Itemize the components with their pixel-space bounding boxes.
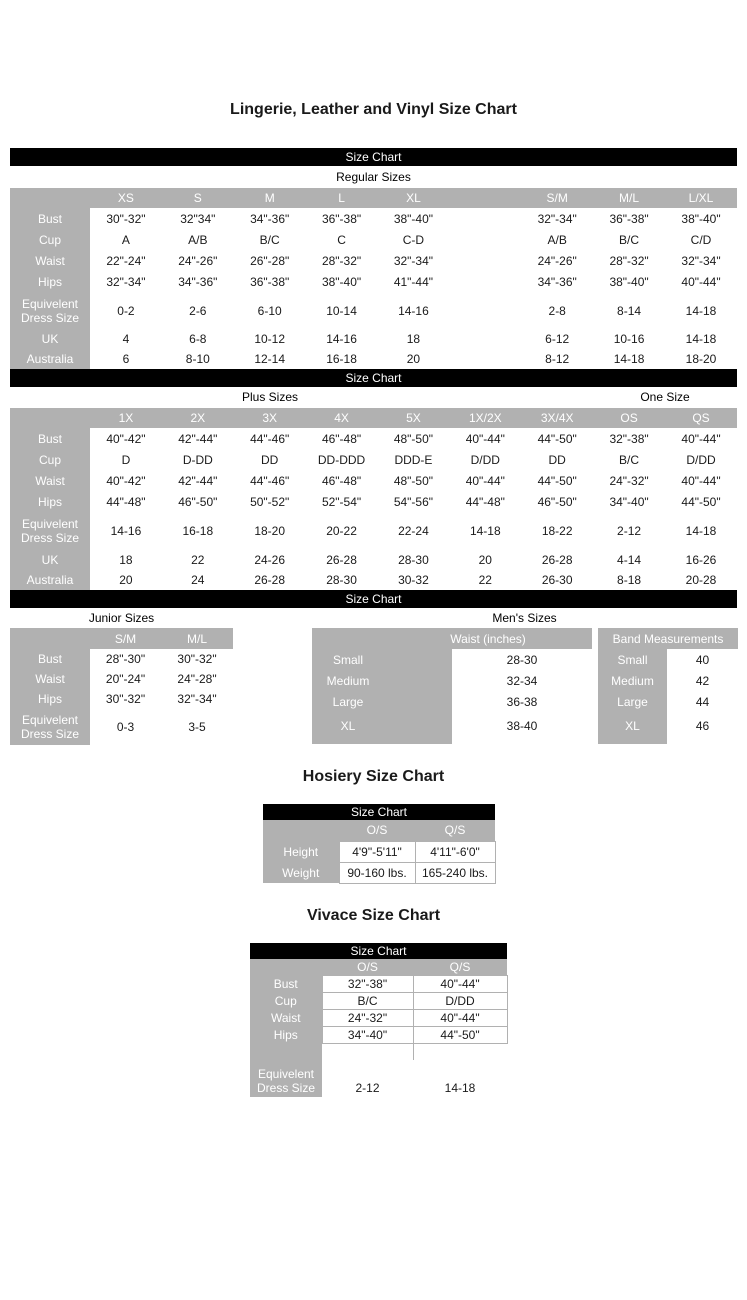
row-label: Hips: [10, 689, 90, 709]
size-value: C-D: [378, 229, 450, 250]
size-value: D/DD: [665, 449, 737, 470]
size-value: 24"-32": [322, 1010, 413, 1027]
size-value: 20-22: [306, 512, 378, 549]
size-value: 22"-24": [90, 250, 162, 271]
row-label: Equivelent Dress Size: [10, 512, 90, 549]
filler-row: [312, 739, 738, 744]
spacer-row: [250, 1044, 507, 1060]
column-header: O/S: [322, 959, 413, 976]
empty-cell: [449, 208, 521, 229]
table-row: [10, 709, 233, 745]
size-value: 6-10: [234, 292, 306, 329]
table-row: [10, 689, 233, 709]
spacer-cell: [322, 1044, 413, 1060]
band-value: 46: [667, 712, 738, 739]
empty-cell: [449, 250, 521, 271]
size-value: 18-22: [521, 512, 593, 549]
filler-cell: [598, 739, 667, 744]
size-value: D/DD: [413, 993, 507, 1010]
regular-sizes-table: [10, 188, 737, 369]
size-value: 40"-42": [90, 470, 162, 491]
row-label: Equivelent Dress Size: [10, 709, 90, 745]
corner-cell: [250, 959, 322, 976]
size-value: 24"-28": [161, 669, 233, 689]
size-value: 44"-48": [90, 491, 162, 512]
size-value: A/B: [521, 229, 593, 250]
row-label: Waist: [10, 669, 90, 689]
filler-cell: [384, 670, 452, 691]
size-value: 44"-50": [413, 1027, 507, 1044]
size-chart-bar: Size Chart: [10, 369, 737, 387]
size-value: 16-18: [306, 349, 378, 369]
size-value: D/DD: [449, 449, 521, 470]
band-row-label: Medium: [598, 670, 667, 691]
table-row: [312, 691, 738, 712]
table-row: [312, 670, 738, 691]
filler-cell: [452, 739, 592, 744]
plus-one-size-section-row: [10, 387, 737, 408]
row-label: Hips: [10, 271, 90, 292]
size-value: 14-18: [593, 349, 665, 369]
band-value: 44: [667, 691, 738, 712]
waist-value: 36-38: [452, 691, 592, 712]
size-value: 26-30: [521, 570, 593, 590]
column-header: 1X: [90, 408, 162, 428]
table-row: [250, 1010, 507, 1027]
size-value: D: [90, 449, 162, 470]
empty-cell: [449, 349, 521, 369]
size-value: 14-18: [665, 512, 737, 549]
column-header: XL: [378, 188, 450, 208]
mens-sizes-table: [312, 628, 738, 744]
size-value: DD: [234, 449, 306, 470]
size-value: 6-12: [521, 329, 593, 349]
row-label: Cup: [10, 449, 90, 470]
size-value: 48"-50": [378, 470, 450, 491]
size-value: 44"-50": [665, 491, 737, 512]
table-row: [312, 649, 738, 670]
table-row: [10, 669, 233, 689]
size-value: 8-10: [162, 349, 234, 369]
size-value: B/C: [593, 449, 665, 470]
row-label: Bust: [10, 428, 90, 449]
size-value: 24-26: [234, 549, 306, 570]
size-value: 40"-44": [449, 428, 521, 449]
size-value: 52"-54": [306, 491, 378, 512]
table-row: [263, 862, 495, 883]
size-value: 18: [90, 549, 162, 570]
column-header: 2X: [162, 408, 234, 428]
filler-cell: [384, 649, 452, 670]
size-value: 3-5: [161, 709, 233, 745]
size-chart-bar: Size Chart: [10, 590, 737, 608]
table-row: [263, 841, 495, 862]
size-value: 54"-56": [378, 491, 450, 512]
header-row: [10, 188, 737, 208]
size-value: 6-8: [162, 329, 234, 349]
size-value: 40"-44": [665, 428, 737, 449]
size-value: 30-32: [378, 570, 450, 590]
table-row: [10, 570, 737, 590]
size-value: 34"-36": [234, 208, 306, 229]
lingerie-size-chart: [10, 148, 737, 745]
empty-cell: [449, 271, 521, 292]
corner-cell: [312, 628, 384, 649]
filler-cell: [384, 691, 452, 712]
vivace-size-chart: [250, 943, 507, 1097]
band-row-label: XL: [598, 712, 667, 739]
vivace-table: [250, 959, 508, 1097]
size-value: 8-18: [593, 570, 665, 590]
size-value: 20"-24": [90, 669, 161, 689]
junior-mens-tables: [10, 628, 737, 745]
size-value: 18-20: [665, 349, 737, 369]
column-header: M: [234, 188, 306, 208]
size-chart-bar: Size Chart: [10, 148, 737, 166]
column-header: Q/S: [413, 959, 507, 976]
empty-cell: [449, 229, 521, 250]
table-row: [10, 292, 737, 329]
size-value: 36"-38": [234, 271, 306, 292]
size-value: B/C: [234, 229, 306, 250]
size-value: 6: [90, 349, 162, 369]
size-value: 4-14: [593, 549, 665, 570]
junior-sizes-section-label: Junior Sizes: [88, 611, 155, 625]
waist-value: 32-34: [452, 670, 592, 691]
row-label: Weight: [263, 862, 339, 883]
size-value: DD-DDD: [306, 449, 378, 470]
table-row: [10, 470, 737, 491]
table-row: [312, 712, 738, 739]
size-value: 34"-40": [593, 491, 665, 512]
size-value: 32"-34": [378, 250, 450, 271]
empty-cell: [449, 292, 521, 329]
row-label: Waist: [10, 250, 90, 271]
size-value: 32"-34": [665, 250, 737, 271]
size-value: 28"-30": [90, 649, 161, 669]
size-value: 40"-44": [449, 470, 521, 491]
plus-sizes-section-label: Plus Sizes: [241, 390, 299, 404]
column-header: 4X: [306, 408, 378, 428]
size-value: 14-18: [665, 292, 737, 329]
table-row: [10, 271, 737, 292]
size-value: 30"-32": [90, 208, 162, 229]
size-value: 44"-46": [234, 470, 306, 491]
column-header: S/M: [521, 188, 593, 208]
row-label: Large: [312, 691, 384, 712]
band-row-label: Small: [598, 649, 667, 670]
column-header: Q/S: [415, 820, 495, 841]
regular-sizes-section-label: Regular Sizes: [336, 170, 411, 184]
size-value: 26-28: [521, 549, 593, 570]
filler-cell: [384, 739, 452, 744]
hosiery-size-chart: [263, 804, 495, 884]
size-value: 28-30: [306, 570, 378, 590]
size-value: 44"-46": [234, 428, 306, 449]
size-value: 18: [378, 329, 450, 349]
size-value: 40"-44": [413, 976, 507, 993]
size-value: 38"-40": [665, 208, 737, 229]
size-value: 42"-44": [162, 470, 234, 491]
band-value: 42: [667, 670, 738, 691]
band-measurements-header: Band Measurements: [598, 628, 738, 649]
size-value: 0-3: [90, 709, 161, 745]
size-value: 36"-38": [593, 208, 665, 229]
filler-cell: [384, 712, 452, 739]
table-row: [250, 993, 507, 1010]
mens-sizes-section-label: Men's Sizes: [492, 611, 557, 625]
column-header: L: [306, 188, 378, 208]
size-value: 4: [90, 329, 162, 349]
table-row: [10, 208, 737, 229]
corner-cell: [10, 188, 90, 208]
table-row: [10, 649, 233, 669]
size-value: 24"-32": [593, 470, 665, 491]
column-header: O/S: [339, 820, 415, 841]
size-value: 22: [162, 549, 234, 570]
column-header: 1X/2X: [449, 408, 521, 428]
size-value: 40"-44": [413, 1010, 507, 1027]
table-row: [10, 549, 737, 570]
row-label: Bust: [10, 649, 90, 669]
size-value: 34"-36": [521, 271, 593, 292]
size-value: 10-16: [593, 329, 665, 349]
column-header: M/L: [161, 628, 233, 649]
size-value: 32"-34": [161, 689, 233, 709]
size-value: 32"-34": [521, 208, 593, 229]
size-value: 32"-38": [322, 976, 413, 993]
waist-inches-header: Waist (inches): [384, 628, 592, 649]
row-label: Small: [312, 649, 384, 670]
size-value: 14-18: [665, 329, 737, 349]
size-value: 32"34": [162, 208, 234, 229]
size-value: 12-14: [234, 349, 306, 369]
band-row-label: Large: [598, 691, 667, 712]
size-value: A/B: [162, 229, 234, 250]
size-value: 18-20: [234, 512, 306, 549]
row-label: Equivelent Dress Size: [250, 1060, 322, 1097]
table-row: [10, 491, 737, 512]
size-value: 30"-32": [90, 689, 161, 709]
table-row: [10, 229, 737, 250]
row-label: Cup: [250, 993, 322, 1010]
column-header: S: [162, 188, 234, 208]
size-value: 28-30: [378, 549, 450, 570]
size-value: 14-18: [413, 1060, 507, 1097]
size-value: C/D: [665, 229, 737, 250]
row-label: Hips: [250, 1027, 322, 1044]
size-value: 38"-40": [306, 271, 378, 292]
size-chart-bar: Size Chart: [263, 804, 495, 820]
size-value: 14-18: [449, 512, 521, 549]
size-value: 4'11"-6'0": [415, 841, 495, 862]
size-value: C: [306, 229, 378, 250]
size-value: D-DD: [162, 449, 234, 470]
row-label: Height: [263, 841, 339, 862]
one-size-section-label: One Size: [640, 390, 690, 404]
size-value: 32"-34": [90, 271, 162, 292]
size-value: 2-8: [521, 292, 593, 329]
filler-cell: [667, 739, 738, 744]
column-header: 5X: [378, 408, 450, 428]
size-value: DDD-E: [378, 449, 450, 470]
size-value: 38"-40": [593, 271, 665, 292]
size-value: 14-16: [306, 329, 378, 349]
size-value: 41"-44": [378, 271, 450, 292]
size-value: A: [90, 229, 162, 250]
size-value: 20-28: [665, 570, 737, 590]
size-value: 50"-52": [234, 491, 306, 512]
size-value: 32"-38": [593, 428, 665, 449]
size-value: 46"-50": [162, 491, 234, 512]
size-value: 44"-48": [449, 491, 521, 512]
hosiery-chart-title: Hosiery Size Chart: [302, 768, 445, 785]
size-value: 10-12: [234, 329, 306, 349]
size-value: 8-14: [593, 292, 665, 329]
table-row: [250, 976, 507, 993]
spacer-cell: [250, 1044, 322, 1060]
empty-cell: [449, 329, 521, 349]
waist-value: 38-40: [452, 712, 592, 739]
spacer-cell: [413, 1044, 507, 1060]
band-value: 40: [667, 649, 738, 670]
waist-value: 28-30: [452, 649, 592, 670]
corner-cell: [263, 820, 339, 841]
size-value: 24"-26": [521, 250, 593, 271]
vivace-chart-title: Vivace Size Chart: [306, 906, 441, 924]
plus-sizes-table: [10, 408, 737, 590]
size-value: 22: [449, 570, 521, 590]
size-value: 2-12: [322, 1060, 413, 1097]
size-value: 14-16: [90, 512, 162, 549]
size-value: 26-28: [306, 549, 378, 570]
size-value: 40"-42": [90, 428, 162, 449]
column-header: 3X/4X: [521, 408, 593, 428]
size-value: 44"-50": [521, 428, 593, 449]
column-header: 3X: [234, 408, 306, 428]
size-value: 10-14: [306, 292, 378, 329]
size-value: 14-16: [378, 292, 450, 329]
hosiery-table: [263, 820, 496, 884]
size-chart-bar: Size Chart: [250, 943, 507, 959]
row-label: Australia: [10, 349, 90, 369]
row-label: Bust: [250, 976, 322, 993]
size-value: 16-18: [162, 512, 234, 549]
row-label: Medium: [312, 670, 384, 691]
size-value: 20: [90, 570, 162, 590]
column-header: XS: [90, 188, 162, 208]
table-row: [250, 1060, 507, 1097]
row-label: UK: [10, 549, 90, 570]
size-value: 8-12: [521, 349, 593, 369]
size-value: 2-12: [593, 512, 665, 549]
junior-mens-section-row: [10, 608, 737, 628]
table-row: [10, 250, 737, 271]
corner-cell: [10, 408, 90, 428]
header-row: [10, 408, 737, 428]
table-row: [10, 428, 737, 449]
size-value: 34"-36": [162, 271, 234, 292]
size-value: 90-160 lbs.: [339, 862, 415, 883]
corner-cell: [10, 628, 90, 649]
size-value: 36"-38": [306, 208, 378, 229]
size-value: 42"-44": [162, 428, 234, 449]
size-value: 26"-28": [234, 250, 306, 271]
column-header: OS: [593, 408, 665, 428]
size-value: 20: [449, 549, 521, 570]
row-label: Cup: [10, 229, 90, 250]
size-value: 38"-40": [378, 208, 450, 229]
column-header: L/XL: [665, 188, 737, 208]
junior-sizes-table: [10, 628, 233, 745]
header-row: [250, 959, 507, 976]
row-label: Hips: [10, 491, 90, 512]
size-value: 28"-32": [306, 250, 378, 271]
table-row: [10, 329, 737, 349]
size-value: 4'9"-5'11": [339, 841, 415, 862]
column-header: M/L: [593, 188, 665, 208]
column-header: QS: [665, 408, 737, 428]
page-title: Lingerie, Leather and Vinyl Size Chart: [230, 101, 517, 118]
header-row: [312, 628, 738, 649]
table-row: [250, 1027, 507, 1044]
row-label: Waist: [250, 1010, 322, 1027]
size-value: 40"-44": [665, 470, 737, 491]
size-value: 28"-32": [593, 250, 665, 271]
header-row: [10, 628, 233, 649]
size-value: 20: [378, 349, 450, 369]
size-value: 46"-48": [306, 470, 378, 491]
size-value: 46"-48": [306, 428, 378, 449]
size-value: 30"-32": [161, 649, 233, 669]
row-label: UK: [10, 329, 90, 349]
size-value: B/C: [322, 993, 413, 1010]
size-value: 26-28: [234, 570, 306, 590]
row-label: XL: [312, 712, 384, 739]
size-value: B/C: [593, 229, 665, 250]
size-value: 16-26: [665, 549, 737, 570]
size-value: 0-2: [90, 292, 162, 329]
size-value: 44"-50": [521, 470, 593, 491]
row-label: Equivelent Dress Size: [10, 292, 90, 329]
size-value: 34"-40": [322, 1027, 413, 1044]
table-row: [10, 512, 737, 549]
size-value: 48"-50": [378, 428, 450, 449]
size-value: 165-240 lbs.: [415, 862, 495, 883]
row-label: Bust: [10, 208, 90, 229]
table-row: [10, 349, 737, 369]
row-label: Australia: [10, 570, 90, 590]
size-value: 24"-26": [162, 250, 234, 271]
size-value: 24: [162, 570, 234, 590]
column-header: S/M: [90, 628, 161, 649]
table-row: [10, 449, 737, 470]
header-row: [263, 820, 495, 841]
row-label: Waist: [10, 470, 90, 491]
filler-cell: [312, 739, 384, 744]
column-header-gap: [449, 188, 521, 208]
size-value: 46"-50": [521, 491, 593, 512]
size-value: DD: [521, 449, 593, 470]
size-value: 40"-44": [665, 271, 737, 292]
size-value: 22-24: [378, 512, 450, 549]
size-value: 2-6: [162, 292, 234, 329]
